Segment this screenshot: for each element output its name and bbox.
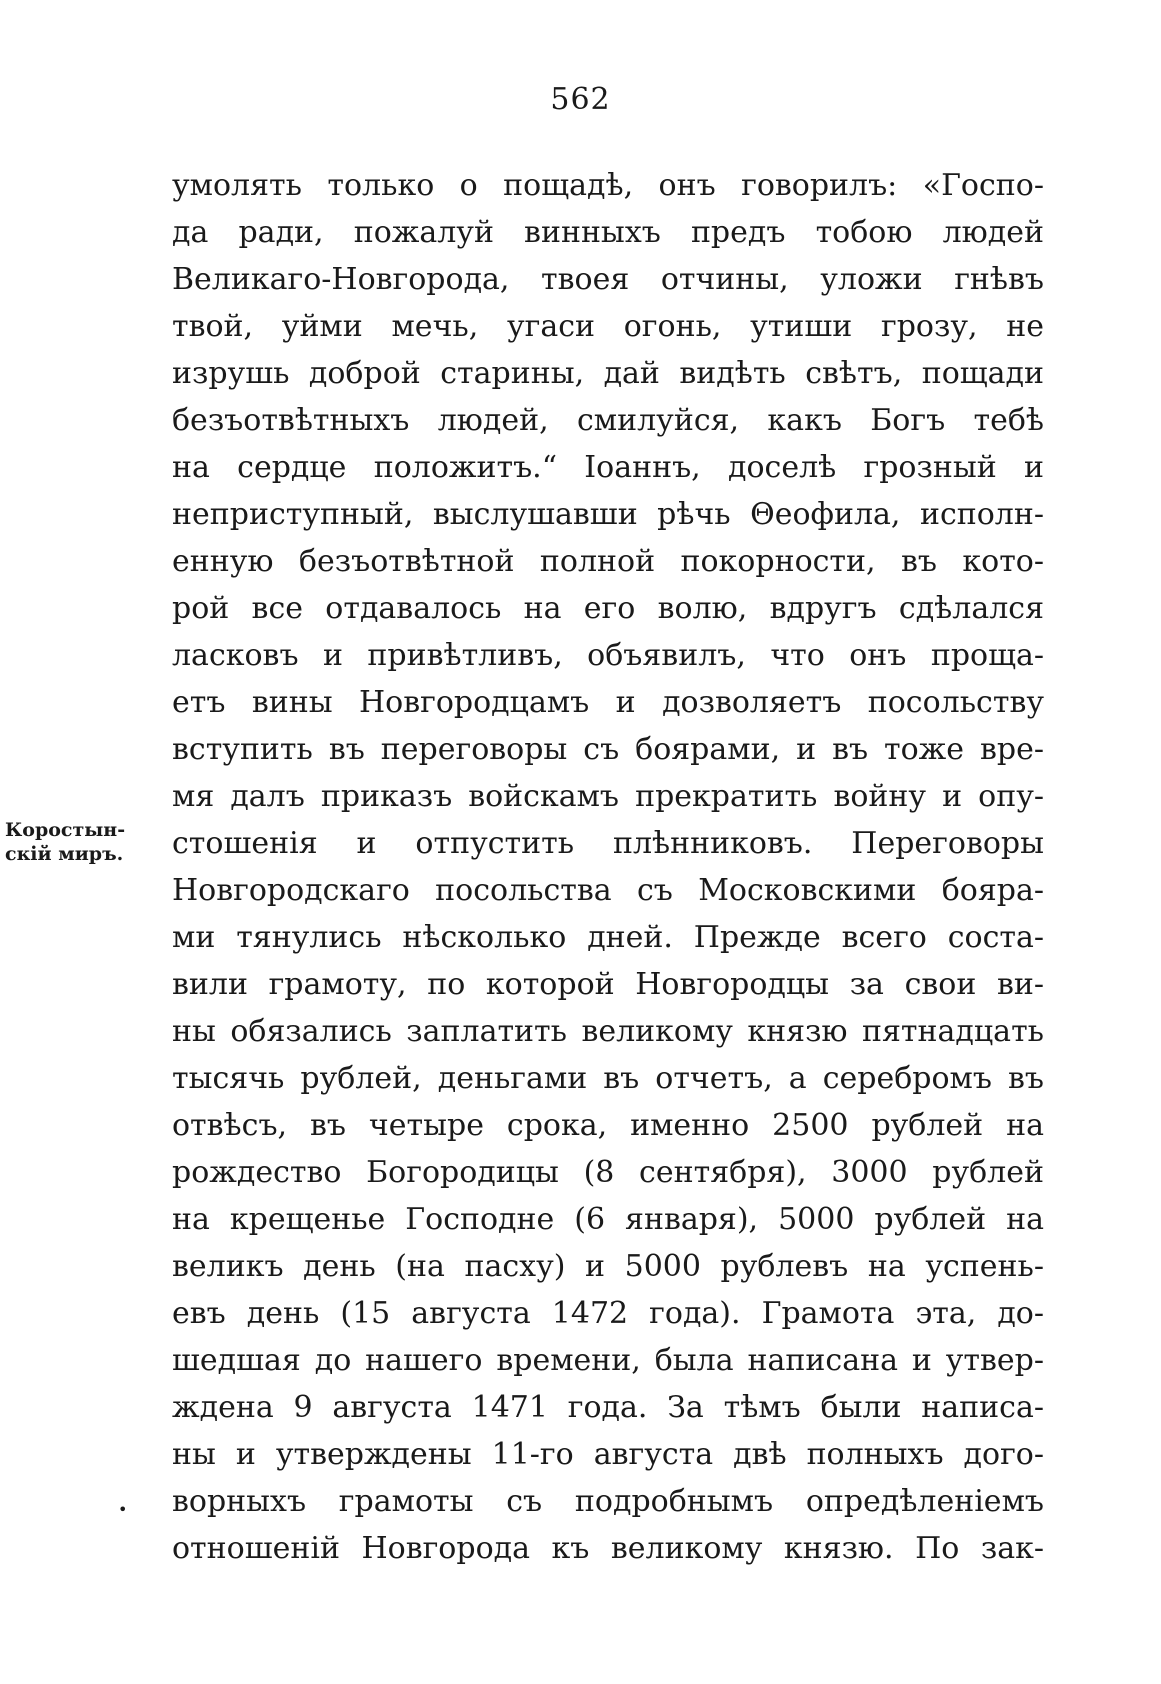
text-line: отношеній Новгорода къ великому князю. По зак- [172, 1531, 1044, 1566]
text-line: вступить въ переговоры съ боярами, и въ тоже вре- [172, 732, 1044, 767]
text-line: безъотвѣтныхъ людей, смилуйся, какъ Богъ тебѣ [172, 403, 1044, 438]
text-line: стошенія и отпустить плѣнниковъ. Переговоры [172, 826, 1044, 861]
text-line: отвѣсъ, въ четыре срока, именно 2500 рублей на [172, 1108, 1044, 1143]
text-line: мя далъ приказъ войскамъ прекратить войну и опу- [172, 779, 1044, 814]
text-line: рождество Богородицы (8 сентября), 3000 рублей [172, 1155, 1044, 1190]
text-line: етъ вины Новгородцамъ и дозволяетъ посольству [172, 685, 1044, 720]
margin-note-line: Коростын- [5, 819, 126, 841]
text-line: тысячь рублей, деньгами въ отчетъ, а серебромъ въ [172, 1061, 1044, 1096]
text-line: ласковъ и привѣтливъ, объявилъ, что онъ проща- [172, 638, 1044, 673]
margin-note-line: скій миръ. [5, 843, 124, 865]
text-line: неприступный, выслушавши рѣчь Θеофила, исполн- [172, 497, 1044, 532]
margin-note [5, 818, 145, 866]
text-line: енную безъотвѣтной полной покорности, въ кото- [172, 544, 1044, 579]
text-line: вили грамоту, по которой Новгородцы за свои ви- [172, 967, 1044, 1002]
text-line: изрушь доброй старины, дай видѣть свѣтъ, пощади [172, 356, 1044, 391]
text-line: да ради, пожалуй винныхъ предъ тобою людей [172, 215, 1044, 250]
stray-dot: • [118, 1500, 128, 1519]
text-line: евъ день (15 августа 1472 года). Грамота эта, до- [172, 1296, 1044, 1331]
text-line: Новгородскаго посольства съ Московскими бояра- [172, 873, 1044, 908]
body-text [172, 162, 1044, 1572]
text-line: умолять только о пощадѣ, онъ говорилъ: «Госпо- [172, 168, 1044, 203]
text-line: ны обязались заплатить великому князю пятнадцать [172, 1014, 1044, 1049]
text-line: Великаго-Новгорода, твоея отчины, уложи гнѣвъ [172, 262, 1044, 297]
text-line: великъ день (на пасху) и 5000 рублевъ на успень- [172, 1249, 1044, 1284]
page-number: 562 [550, 82, 611, 117]
text-line: ждена 9 августа 1471 года. За тѣмъ были написа- [172, 1390, 1044, 1425]
text-line: шедшая до нашего времени, была написана и утвер- [172, 1343, 1044, 1378]
text-line: ворныхъ грамоты съ подробнымъ опредѣленіемъ [172, 1484, 1044, 1519]
text-line: ми тянулись нѣсколько дней. Прежде всего соста- [172, 920, 1044, 955]
text-line: ны и утверждены 11-го августа двѣ полныхъ дого- [172, 1437, 1044, 1472]
text-line: на крещенье Господне (6 января), 5000 рублей на [172, 1202, 1044, 1237]
text-line: на сердце положитъ.“ Іоаннъ, доселѣ грозный и [172, 450, 1044, 485]
text-line: рой все отдавалось на его волю, вдругъ сдѣлался [172, 591, 1044, 626]
text-line: твой, уйми мечь, угаси огонь, утиши грозу, не [172, 309, 1044, 344]
